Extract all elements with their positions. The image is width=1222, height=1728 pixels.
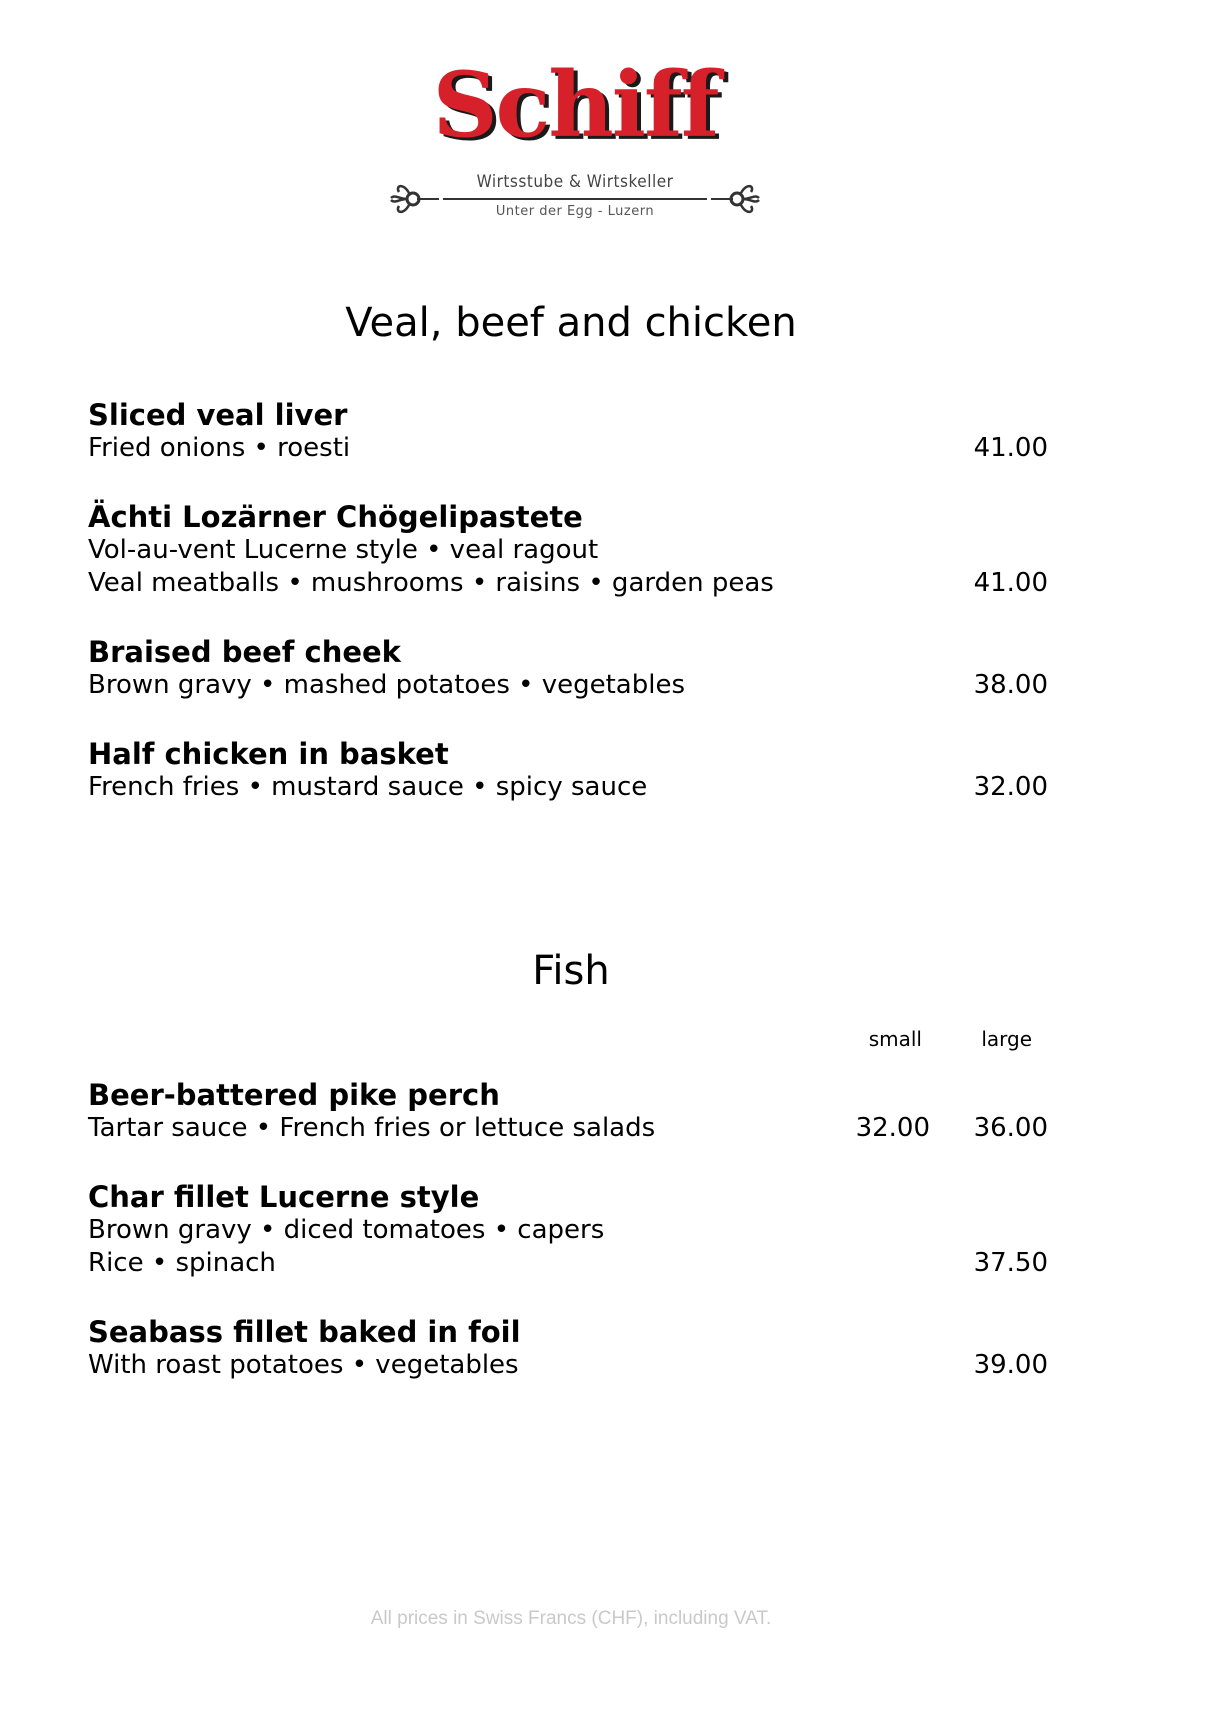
restaurant-logo (385, 52, 765, 228)
menu-item (88, 500, 1048, 600)
logo-wordmark: Schiff (432, 52, 718, 158)
item-description: Brown gravy • diced tomatoes • capers (88, 1215, 605, 1245)
ornament-right-icon (709, 176, 761, 222)
item-description: Fried onions • roesti (88, 433, 351, 463)
item-name: Half chicken in basket (88, 737, 449, 771)
footer-price-note: All prices in Swiss Francs (CHF), including VAT. (370, 1608, 772, 1629)
item-price: 41.00 (973, 568, 1048, 598)
menu-item (88, 1180, 1048, 1280)
logo-subtitle: Wirtsstube & Wirtskeller (476, 172, 674, 192)
item-description: Rice • spinach (88, 1248, 276, 1278)
section-title-fish: Fish (532, 948, 610, 994)
item-price: 32.00 (973, 772, 1048, 802)
item-price-small: 32.00 (855, 1113, 930, 1143)
item-name: Ächti Lozärner Chögelipastete (88, 500, 583, 534)
item-price: 36.00 (973, 1113, 1048, 1143)
size-header-small: small (868, 1027, 922, 1051)
item-price: 41.00 (973, 433, 1048, 463)
size-header-large: large (981, 1027, 1032, 1051)
item-name: Seabass fillet baked in foil (88, 1315, 521, 1349)
item-name: Char fillet Lucerne style (88, 1180, 480, 1214)
menu-item (88, 635, 1048, 702)
item-description: Veal meatballs • mushrooms • raisins • garden peas (88, 568, 774, 598)
menu-item (88, 1315, 1048, 1382)
item-name: Beer-battered pike perch (88, 1078, 500, 1112)
menu-item (88, 737, 1048, 804)
section-title-meat: Veal, beef and chicken (345, 300, 797, 346)
item-name: Sliced veal liver (88, 398, 348, 432)
item-description: French fries • mustard sauce • spicy sauce (88, 772, 648, 802)
item-description: With roast potatoes • vegetables (88, 1350, 519, 1380)
item-description: Tartar sauce • French fries or lettuce salads (88, 1113, 656, 1143)
logo-divider (443, 198, 707, 200)
item-name: Braised beef cheek (88, 635, 401, 669)
menu-item (88, 1078, 1048, 1145)
item-price: 37.50 (973, 1248, 1048, 1278)
ornament-left-icon (389, 176, 441, 222)
item-description: Vol-au-vent Lucerne style • veal ragout (88, 535, 599, 565)
logo-location: Unter der Egg - Luzern (495, 204, 655, 219)
item-price: 38.00 (973, 670, 1048, 700)
menu-item (88, 398, 1048, 465)
item-price: 39.00 (973, 1350, 1048, 1380)
item-description: Brown gravy • mashed potatoes • vegetables (88, 670, 686, 700)
